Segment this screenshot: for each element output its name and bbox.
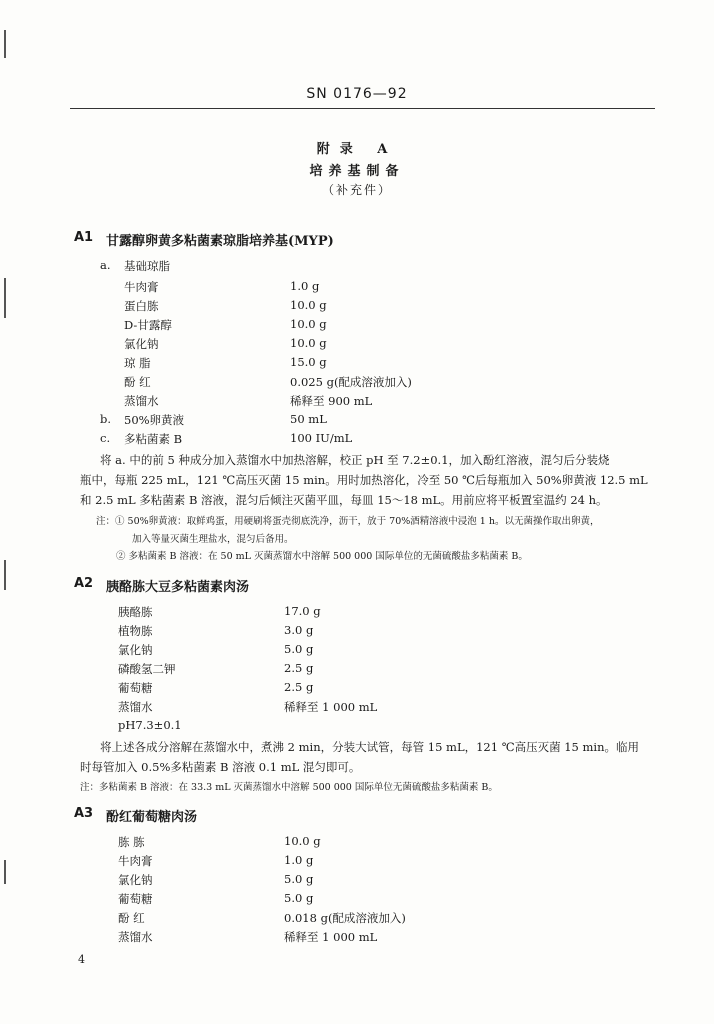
header-rule [70, 108, 655, 109]
ingredient-name: 葡萄糖 [118, 681, 153, 695]
ingredient-name: 蒸馏水 [118, 700, 153, 714]
ingredient-amount: 0.018 g(配成溶液加入) [284, 911, 406, 925]
note-line: 加入等量灭菌生理盐水，混匀后备用。 [132, 534, 294, 545]
note-line: ② 多粘菌素 B 溶液：在 50 mL 灭菌蒸馏水中溶解 500 000 国际单位的无菌硫酸盐多粘菌素 B。 [116, 551, 528, 562]
standard-code: SN 0176—92 [306, 86, 408, 102]
ingredient-name: 氯化钠 [124, 337, 159, 351]
appendix-subtitle: （补充件） [321, 183, 392, 197]
ingredient-name: D-甘露醇 [124, 318, 172, 332]
ingredient-amount: 15.0 g [290, 355, 327, 369]
ingredient-amount: 17.0 g [284, 604, 321, 618]
scan-edge-mark [4, 278, 6, 318]
procedure-line: 瓶中，每瓶 225 mL，121 ℃高压灭菌 15 min。用时加热溶化，冷至 50 ℃后每瓶加入 50%卵黄液 12.5 mL [80, 473, 648, 487]
ingredient-amount: 5.0 g [284, 891, 314, 905]
item-label: a. [100, 258, 111, 272]
ingredient-amount: 10.0 g [284, 834, 321, 848]
ingredient-amount: 50 mL [290, 412, 327, 426]
ingredient-amount: 5.0 g [284, 872, 314, 886]
ingredient-amount: 稀释至 1 000 mL [284, 700, 378, 714]
scan-edge-mark [4, 30, 6, 58]
section-number: A3 [74, 806, 94, 821]
ingredient-amount: 10.0 g [290, 298, 327, 312]
ingredient-name: 葡萄糖 [118, 892, 153, 906]
ingredient-name: 氯化钠 [118, 873, 153, 887]
ingredient-amount: 2.5 g [284, 661, 314, 675]
ingredient-name: 蛋白胨 [124, 299, 159, 313]
ingredient-name: 磷酸氢二钾 [118, 662, 176, 676]
ingredient-name: 牛肉膏 [118, 854, 153, 868]
note-line: 注：多粘菌素 B 溶液：在 33.3 mL 灭菌蒸馏水中溶解 500 000 国际单位无菌硫酸盐多粘菌素 B。 [80, 782, 498, 793]
ingredient-amount: 1.0 g [290, 279, 320, 293]
item-label: b. [100, 412, 112, 426]
appendix-title: 培养基制备 [309, 164, 405, 179]
ingredient-amount: 0.025 g(配成溶液加入) [290, 375, 412, 389]
item-title: 基础琼脂 [124, 259, 170, 273]
ingredient-amount: 5.0 g [284, 642, 314, 656]
section-title: 甘露醇卵黄多粘菌素琼脂培养基(MYP) [106, 234, 334, 249]
ingredient-amount: 100 IU/mL [290, 431, 353, 445]
page-number: 4 [78, 953, 85, 966]
section-number: A2 [74, 576, 94, 591]
ingredient-amount: 稀释至 1 000 mL [284, 930, 378, 944]
item-label: c. [100, 431, 111, 445]
ingredient-name: 50%卵黄液 [124, 413, 185, 427]
ingredient-name: 胰酪胨 [118, 605, 153, 619]
ingredient-amount: 2.5 g [284, 680, 314, 694]
note-line: 注：① 50%卵黄液：取鲜鸡蛋，用硬刷将蛋壳彻底洗净，沥干，放于 70%酒精溶液中浸泡 1 h。以无菌操作取出卵黄， [96, 516, 600, 527]
scan-edge-mark [4, 860, 6, 884]
section-number: A1 [74, 230, 94, 245]
ingredient-name: 胨 胨 [118, 835, 145, 849]
section-title: 胰酪胨大豆多粘菌素肉汤 [106, 580, 250, 595]
ph-value: pH7.3±0.1 [118, 718, 182, 732]
ingredient-name: 植物胨 [118, 624, 153, 638]
procedure-line: 将上述各成分溶解在蒸馏水中，煮沸 2 min，分装大试管，每管 15 mL，121 ℃高压灭菌 15 min。临用 [100, 740, 640, 754]
ingredient-amount: 1.0 g [284, 853, 314, 867]
appendix-label: 附录 A [316, 142, 398, 157]
ingredient-name: 酚 红 [124, 375, 151, 389]
ingredient-amount: 10.0 g [290, 317, 327, 331]
ingredient-name: 蒸馏水 [124, 394, 159, 408]
ingredient-amount: 10.0 g [290, 336, 327, 350]
ingredient-amount: 稀释至 900 mL [290, 394, 373, 408]
section-title: 酚红葡萄糖肉汤 [106, 810, 198, 825]
ingredient-amount: 3.0 g [284, 623, 314, 637]
ingredient-name: 多粘菌素 B [124, 432, 183, 446]
ingredient-name: 牛肉膏 [124, 280, 159, 294]
procedure-line: 时每管加入 0.5%多粘菌素 B 溶液 0.1 mL 混匀即可。 [80, 760, 361, 774]
ingredient-name: 蒸馏水 [118, 930, 153, 944]
scan-edge-mark [4, 560, 6, 590]
ingredient-name: 酚 红 [118, 911, 145, 925]
procedure-line: 和 2.5 mL 多粘菌素 B 溶液，混匀后倾注灭菌平皿，每皿 15～18 mL。用前应将平板置室温约 24 h。 [80, 493, 608, 507]
ingredient-name: 氯化钠 [118, 643, 153, 657]
procedure-line: 将 a. 中的前 5 种成分加入蒸馏水中加热溶解，校正 pH 至 7.2±0.1，加入酚红溶液，混匀后分装烧 [100, 453, 610, 467]
ingredient-name: 琼 脂 [124, 356, 151, 370]
